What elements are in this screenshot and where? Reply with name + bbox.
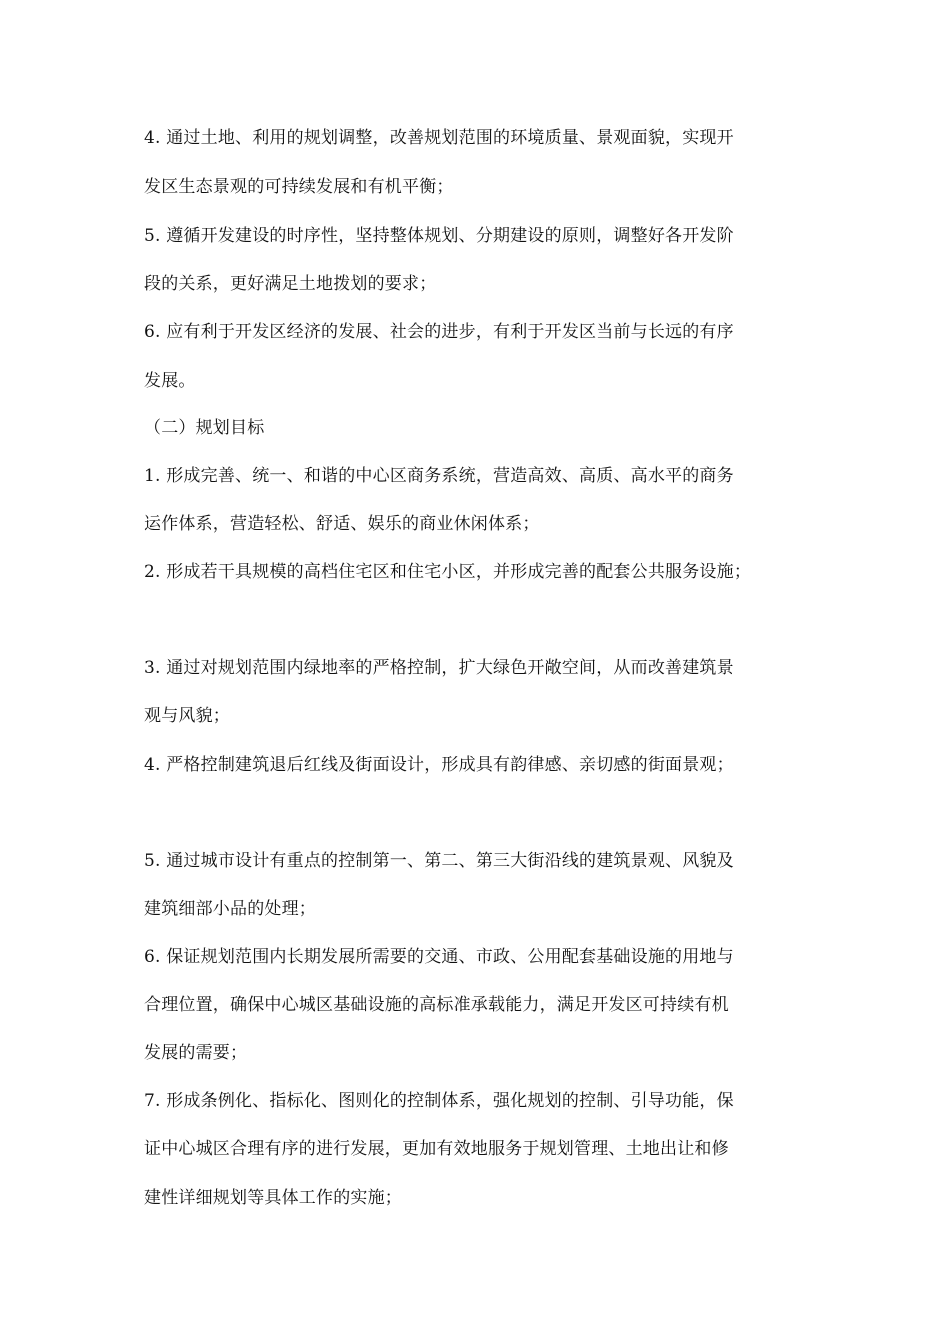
paragraph-line: 4. 严格控制建筑退后红线及街面设计，形成具有韵律感、亲切感的街面景观； <box>144 755 734 775</box>
paragraph-line: 3. 通过对规划范围内绿地率的严格控制，扩大绿色开敞空间，从而改善建筑景 <box>144 658 734 678</box>
paragraph-line: 5. 通过城市设计有重点的控制第一、第二、第三大街沿线的建筑景观、风貌及 <box>144 851 734 871</box>
paragraph-line: 4. 通过土地、利用的规划调整，改善规划范围的环境质量、景观面貌，实现开 <box>144 128 734 148</box>
paragraph-line: 合理位置，确保中心城区基础设施的高标准承载能力，满足开发区可持续有机 <box>144 995 729 1015</box>
paragraph-line: 发区生态景观的可持续发展和有机平衡； <box>144 177 454 197</box>
paragraph-line: 发展。 <box>144 371 196 391</box>
paragraph-line: 6. 保证规划范围内长期发展所需要的交通、市政、公用配套基础设施的用地与 <box>144 947 734 967</box>
paragraph-line: 观与风貌； <box>144 706 230 726</box>
paragraph-line: 5. 遵循开发建设的时序性，坚持整体规划、分期建设的原则，调整好各开发阶 <box>144 226 734 246</box>
paragraph-line: 2. 形成若干具规模的高档住宅区和住宅小区，并形成完善的配套公共服务设施； <box>144 562 752 582</box>
paragraph-line: 7. 形成条例化、指标化、图则化的控制体系，强化规划的控制、引导功能，保 <box>144 1091 734 1111</box>
section-heading: （二）规划目标 <box>144 418 265 438</box>
paragraph-line: 段的关系，更好满足土地拨划的要求； <box>144 274 437 294</box>
paragraph-line: 证中心城区合理有序的进行发展，更加有效地服务于规划管理、土地出让和修 <box>144 1139 729 1159</box>
paragraph-line: 运作体系，营造轻松、舒适、娱乐的商业休闲体系； <box>144 514 540 534</box>
paragraph-line: 建性详细规划等具体工作的实施； <box>144 1188 402 1208</box>
paragraph-line: 6. 应有利于开发区经济的发展、社会的进步，有利于开发区当前与长远的有序 <box>144 322 734 342</box>
paragraph-line: 1. 形成完善、统一、和谐的中心区商务系统，营造高效、高质、高水平的商务 <box>144 466 734 486</box>
paragraph-line: 建筑细部小品的处理； <box>144 899 316 919</box>
paragraph-line: 发展的需要； <box>144 1043 248 1063</box>
